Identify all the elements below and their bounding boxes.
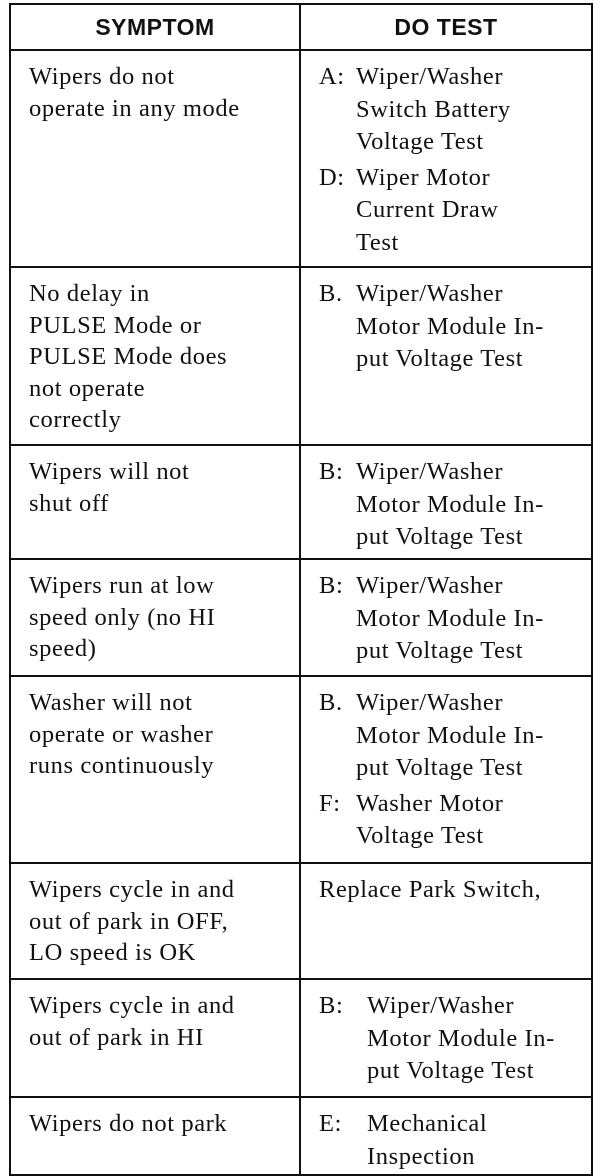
symptom-cell: Wipers will not shut off [11, 446, 301, 558]
test-item [319, 788, 585, 853]
header-do-test: DO TEST [394, 13, 498, 40]
test-description: Mechanical Inspection [367, 1110, 488, 1170]
test-cell [301, 51, 591, 266]
test-description: Wiper/Washer Switch Battery Voltage Test [356, 63, 511, 155]
test-item [319, 162, 585, 260]
table-row [11, 266, 591, 444]
table-row [11, 558, 591, 675]
symptom-cell: No delay in PULSE Mode or PULSE Mode does not operate correctly [11, 268, 301, 444]
test-cell [301, 864, 591, 978]
table-header-row [11, 5, 591, 49]
symptom-cell: Wipers run at low speed only (no HI speed) [11, 560, 301, 675]
test-item [319, 278, 585, 376]
test-item [319, 990, 585, 1088]
test-cell [301, 560, 591, 675]
test-cell [301, 446, 591, 558]
test-cell [301, 677, 591, 862]
test-item [319, 570, 585, 668]
table-row [11, 444, 591, 558]
symptom-cell: Washer will not operate or washer runs continuously [11, 677, 301, 862]
test-description: Wiper/Washer Motor Module In- put Voltage Test [367, 992, 555, 1084]
test-description: Washer Motor Voltage Test [356, 789, 504, 849]
test-cell [301, 980, 591, 1096]
test-code: B: [319, 458, 344, 485]
test-code: D: [319, 163, 345, 191]
table-row [11, 978, 591, 1096]
test-code: F: [319, 789, 341, 817]
test-description: Wiper/Washer Motor Module In- put Voltage Test [356, 689, 544, 781]
table-row [11, 862, 591, 978]
table-row [11, 675, 591, 862]
test-description: Wiper/Washer Motor Module In- put Voltage Test [356, 458, 544, 550]
test-cell [301, 1098, 591, 1174]
test-description: Wiper Motor Current Draw Test [356, 163, 499, 256]
symptom-cell: Wipers cycle in and out of park in OFF, LO speed is OK [11, 864, 301, 978]
test-description: Wiper/Washer Motor Module In- put Voltage Test [356, 280, 544, 372]
test-item [319, 456, 585, 554]
symptom-cell: Wipers do not park [11, 1098, 301, 1174]
test-item [319, 687, 585, 785]
test-cell [301, 268, 591, 444]
table-row [11, 1096, 591, 1174]
test-description: Wiper/Washer Motor Module In- put Voltage Test [356, 572, 544, 664]
test-item [319, 1108, 585, 1173]
test-item [319, 61, 585, 159]
test-code: B: [319, 992, 344, 1019]
test-code: A: [319, 63, 345, 90]
test-description: Replace Park Switch, [319, 876, 542, 903]
test-code: B. [319, 689, 343, 716]
symptom-cell: Wipers cycle in and out of park in HI [11, 980, 301, 1096]
symptom-cell: Wipers do not operate in any mode [11, 51, 301, 266]
test-code: B. [319, 280, 343, 307]
header-symptom: SYMPTOM [11, 5, 301, 49]
test-code: E: [319, 1110, 342, 1137]
symptom-test-table [9, 3, 593, 1176]
table-row [11, 49, 591, 266]
test-code: B: [319, 572, 344, 599]
